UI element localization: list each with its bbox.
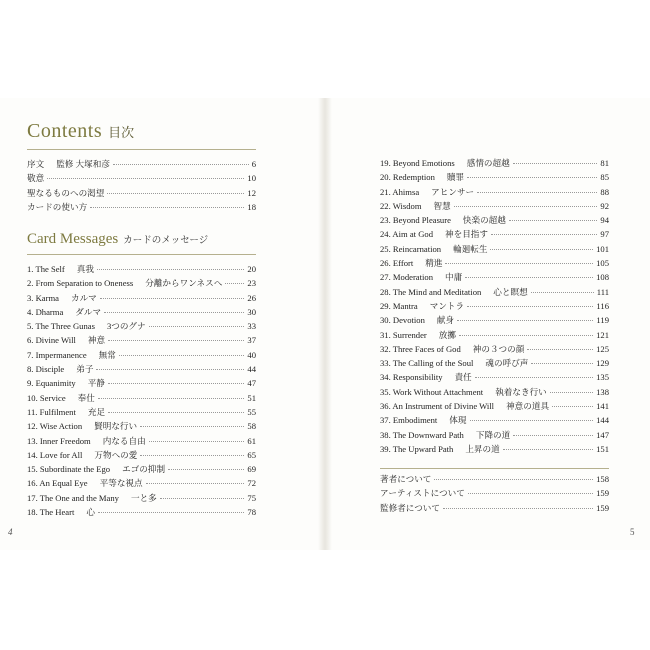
toc-entry-title: 35. Work Without Attachment bbox=[380, 386, 484, 397]
contents-heading-jp: 目次 bbox=[108, 125, 135, 140]
toc-entry-page: 116 bbox=[596, 300, 609, 311]
toc-leader-dots bbox=[550, 392, 593, 393]
toc-entry-title: 25. Reincarnation bbox=[380, 243, 442, 254]
toc-entry-japanese: 一と多 bbox=[130, 492, 157, 503]
toc-entry-title: 34. Responsibility bbox=[380, 372, 443, 383]
toc-entry-title: 2. From Separation to Oneness bbox=[27, 278, 134, 289]
toc-entry-title: 21. Ahimsa bbox=[380, 186, 420, 197]
toc-leader-dots bbox=[97, 269, 244, 270]
toc-entry-title: 監修者について bbox=[380, 502, 440, 513]
toc-entry-page: 94 bbox=[600, 215, 609, 226]
toc-entry-title: 10. Service bbox=[27, 392, 66, 403]
toc-leader-dots bbox=[468, 493, 593, 494]
toc-entry-title: 7. Impermanence bbox=[27, 349, 87, 360]
toc-entry-page: 144 bbox=[596, 415, 609, 426]
toc-leader-dots bbox=[225, 283, 244, 284]
toc-leader-dots bbox=[107, 193, 244, 194]
toc-entry bbox=[380, 256, 609, 270]
toc-entry-title: 23. Beyond Pleasure bbox=[380, 215, 451, 226]
toc-leader-dots bbox=[443, 508, 593, 509]
toc-entry bbox=[380, 213, 609, 227]
toc-entry bbox=[380, 385, 609, 399]
toc-entry-page: 10 bbox=[247, 173, 256, 184]
toc-entry bbox=[380, 472, 609, 486]
toc-entry-page: 75 bbox=[247, 492, 256, 503]
toc-entry-title: 17. The One and the Many bbox=[27, 492, 119, 503]
toc-entry-title: 5. The Three Gunas bbox=[27, 321, 95, 332]
toc-entry-page: 159 bbox=[596, 488, 609, 499]
toc-entry-japanese: カルマ bbox=[70, 292, 97, 303]
toc-entry-title: 22. Wisdom bbox=[380, 200, 422, 211]
toc-entry bbox=[27, 291, 256, 305]
toc-entry-title: 13. Inner Freedom bbox=[27, 435, 91, 446]
toc-entry bbox=[380, 242, 609, 256]
toc-entry bbox=[27, 462, 256, 476]
card-messages-heading-jp: カードのメッセージ bbox=[123, 236, 209, 246]
page-number-left: 4 bbox=[8, 527, 13, 537]
toc-entry-title: 19. Beyond Emotions bbox=[380, 158, 455, 168]
toc-entry bbox=[380, 185, 609, 199]
toc-entry-japanese: 心と瞑想 bbox=[493, 286, 528, 297]
card-messages-heading bbox=[27, 231, 208, 248]
toc-entry bbox=[27, 348, 256, 362]
back-matter-rule bbox=[380, 468, 609, 469]
toc-entry-japanese: 心 bbox=[86, 507, 95, 518]
toc-leader-dots bbox=[503, 449, 593, 450]
card-messages-heading-en: Card Messages bbox=[27, 231, 119, 247]
toc-leader-dots bbox=[470, 420, 594, 421]
toc-entry-page: 58 bbox=[247, 421, 256, 432]
toc-entry-japanese: 分離からワンネスへ bbox=[145, 278, 223, 289]
toc-entry-japanese: 智慧 bbox=[433, 200, 451, 211]
toc-entry-page: 23 bbox=[247, 278, 256, 289]
toc-entry-japanese: 放擲 bbox=[438, 329, 456, 340]
toc-entry-japanese: 充足 bbox=[87, 406, 106, 417]
toc-leader-dots bbox=[146, 483, 245, 484]
toc-entry-japanese: ダルマ bbox=[75, 306, 102, 317]
toc-entry-page: 65 bbox=[247, 449, 256, 460]
toc-leader-dots bbox=[149, 441, 245, 442]
toc-entry-page: 158 bbox=[596, 474, 609, 484]
toc-entry-title: 39. The Upward Path bbox=[380, 443, 454, 454]
toc-entry-page: 135 bbox=[596, 372, 609, 383]
right-page bbox=[328, 98, 650, 550]
toc-entry bbox=[380, 285, 609, 299]
toc-entry-page: 159 bbox=[596, 502, 609, 513]
toc-leader-dots bbox=[527, 349, 593, 350]
toc-entry-japanese: 賢明な行い bbox=[94, 421, 138, 432]
toc-entry-page: 92 bbox=[600, 200, 609, 211]
toc-entry-japanese: 奉仕 bbox=[77, 392, 95, 403]
toc-entry bbox=[380, 227, 609, 241]
toc-entry-japanese: 精進 bbox=[425, 258, 443, 269]
toc-entry bbox=[27, 262, 256, 276]
toc-entry-title: 4. Dharma bbox=[27, 306, 64, 317]
toc-leader-dots bbox=[98, 398, 245, 399]
toc-leader-dots bbox=[467, 306, 593, 307]
toc-leader-dots bbox=[160, 498, 245, 499]
toc-entry bbox=[380, 356, 609, 370]
toc-entry-title: 15. Subordinate the Ego bbox=[27, 464, 111, 475]
back-matter-list bbox=[380, 472, 609, 515]
toc-entry-japanese: マントラ bbox=[429, 300, 465, 311]
toc-entry bbox=[27, 505, 256, 519]
toc-entry-title: 3. Karma bbox=[27, 292, 59, 303]
toc-entry-japanese: 神意 bbox=[87, 335, 106, 346]
toc-leader-dots bbox=[108, 383, 245, 384]
toc-entry-title: 31. Surrender bbox=[380, 329, 427, 340]
toc-leader-dots bbox=[434, 479, 593, 480]
toc-leader-dots bbox=[477, 192, 597, 193]
toc-entry-title: 30. Devotion bbox=[380, 315, 425, 326]
toc-entry-japanese: アヒンサー bbox=[431, 186, 475, 197]
toc-entry bbox=[27, 186, 256, 200]
toc-entry-title: 聖なるものへの渇望 bbox=[27, 187, 105, 198]
toc-entry-title: 38. The Downward Path bbox=[380, 429, 464, 440]
toc-leader-dots bbox=[475, 377, 593, 378]
toc-entry-japanese: 平等な視点 bbox=[99, 478, 143, 489]
toc-entry-title: 33. The Calling of the Soul bbox=[380, 358, 474, 369]
toc-entry bbox=[380, 313, 609, 327]
toc-entry-page: 78 bbox=[247, 507, 256, 518]
toc-entry bbox=[27, 476, 256, 490]
toc-leader-dots bbox=[140, 426, 244, 427]
toc-entry-japanese: 輪廻転生 bbox=[453, 243, 488, 254]
toc-entry-page: 81 bbox=[600, 158, 609, 168]
toc-entry-japanese: 平静 bbox=[87, 378, 105, 389]
toc-entry-japanese: 万物への愛 bbox=[94, 449, 138, 460]
card-list-right bbox=[380, 156, 609, 456]
toc-leader-dots bbox=[531, 363, 593, 364]
toc-entry-title: 著者について bbox=[380, 474, 432, 484]
toc-entry-title: 敬意 bbox=[27, 173, 45, 184]
toc-entry-title: アーティストについて bbox=[380, 488, 465, 499]
toc-entry-japanese: 献身 bbox=[436, 315, 455, 326]
toc-entry bbox=[27, 333, 256, 347]
toc-entry bbox=[380, 428, 609, 442]
contents-heading bbox=[27, 120, 134, 143]
toc-entry-japanese: 3つのグナ bbox=[106, 321, 146, 332]
toc-entry-title: 12. Wise Action bbox=[27, 421, 83, 432]
toc-entry-title: 29. Mantra bbox=[380, 300, 418, 311]
toc-entry-page: 105 bbox=[596, 258, 609, 269]
toc-entry-page: 147 bbox=[596, 429, 609, 440]
toc-entry-page: 55 bbox=[247, 406, 256, 417]
toc-entry-japanese: 神を目指す bbox=[445, 229, 488, 240]
toc-entry-title: 序文 bbox=[27, 159, 45, 169]
toc-leader-dots bbox=[513, 163, 598, 164]
toc-leader-dots bbox=[445, 263, 593, 264]
toc-entry-page: 111 bbox=[596, 286, 609, 297]
toc-entry-japanese: 体現 bbox=[449, 415, 467, 426]
toc-leader-dots bbox=[490, 249, 593, 250]
toc-leader-dots bbox=[491, 234, 597, 235]
toc-entry-page: 6 bbox=[251, 159, 256, 169]
toc-leader-dots bbox=[108, 340, 244, 341]
toc-entry-page: 151 bbox=[596, 443, 609, 454]
toc-entry-japanese: 弟子 bbox=[76, 364, 94, 375]
toc-entry-page: 119 bbox=[596, 315, 609, 326]
toc-entry-page: 44 bbox=[247, 364, 256, 375]
toc-leader-dots bbox=[119, 355, 245, 356]
toc-entry-title: 1. The Self bbox=[27, 264, 65, 274]
toc-leader-dots bbox=[90, 207, 244, 208]
toc-entry-title: 26. Effort bbox=[380, 258, 414, 269]
toc-entry-japanese: 神意の道具 bbox=[506, 401, 550, 412]
toc-leader-dots bbox=[513, 435, 593, 436]
toc-leader-dots bbox=[465, 277, 593, 278]
toc-entry bbox=[27, 491, 256, 505]
toc-entry-title: 14. Love for All bbox=[27, 449, 83, 460]
toc-leader-dots bbox=[459, 335, 593, 336]
toc-entry bbox=[380, 156, 609, 170]
toc-entry-page: 129 bbox=[596, 358, 609, 369]
toc-entry bbox=[380, 501, 609, 515]
toc-leader-dots bbox=[149, 326, 245, 327]
toc-entry-page: 85 bbox=[600, 172, 609, 183]
toc-leader-dots bbox=[47, 178, 244, 179]
toc-entry-page: 125 bbox=[596, 343, 609, 354]
toc-leader-dots bbox=[454, 206, 598, 207]
toc-entry-title: 6. Divine Will bbox=[27, 335, 76, 346]
toc-entry-page: 47 bbox=[247, 378, 256, 389]
toc-entry-japanese: 下降の道 bbox=[475, 429, 511, 440]
toc-entry-japanese: 贖罪 bbox=[446, 172, 465, 183]
toc-entry-japanese: エゴの抑制 bbox=[122, 464, 166, 475]
toc-leader-dots bbox=[168, 469, 244, 470]
toc-entry-page: 141 bbox=[596, 401, 609, 412]
toc-entry bbox=[27, 419, 256, 433]
toc-leader-dots bbox=[552, 406, 593, 407]
toc-entry-page: 101 bbox=[596, 243, 609, 254]
toc-entry-japanese: 内なる自由 bbox=[102, 435, 146, 446]
toc-entry-japanese: 上昇の道 bbox=[465, 443, 500, 454]
toc-entry bbox=[27, 276, 256, 290]
toc-entry-japanese: 真我 bbox=[76, 264, 94, 274]
toc-entry bbox=[27, 157, 256, 171]
toc-entry-title: 20. Redemption bbox=[380, 172, 435, 183]
toc-entry bbox=[380, 299, 609, 313]
toc-entry-japanese: 執着なき行い bbox=[495, 386, 547, 397]
toc-entry-japanese: 監修 大塚和彦 bbox=[56, 159, 110, 169]
toc-entry bbox=[27, 319, 256, 333]
contents-rule bbox=[27, 149, 256, 150]
toc-entry-title: 11. Fulfilment bbox=[27, 406, 76, 417]
toc-entry bbox=[27, 405, 256, 419]
toc-entry-title: 32. Three Faces of God bbox=[380, 343, 461, 354]
toc-entry-page: 26 bbox=[247, 292, 256, 303]
toc-entry-japanese: 神の３つの顔 bbox=[472, 343, 525, 354]
toc-entry-page: 12 bbox=[247, 187, 256, 198]
page-number-right: 5 bbox=[630, 527, 635, 537]
toc-entry bbox=[380, 370, 609, 384]
toc-entry-page: 138 bbox=[596, 386, 609, 397]
toc-leader-dots bbox=[467, 177, 597, 178]
toc-entry bbox=[27, 434, 256, 448]
toc-entry-title: 8. Disciple bbox=[27, 364, 65, 375]
toc-entry bbox=[27, 362, 256, 376]
toc-entry-page: 108 bbox=[596, 272, 609, 283]
toc-leader-dots bbox=[100, 298, 245, 299]
toc-leader-dots bbox=[531, 292, 594, 293]
toc-entry-title: 16. An Equal Eye bbox=[27, 478, 88, 489]
toc-entry-title: 9. Equanimity bbox=[27, 378, 76, 389]
toc-entry-page: 18 bbox=[247, 201, 256, 212]
toc-entry-page: 37 bbox=[247, 335, 256, 346]
toc-leader-dots bbox=[96, 369, 244, 370]
toc-entry-page: 88 bbox=[600, 186, 609, 197]
toc-entry bbox=[27, 200, 256, 214]
toc-entry-title: カードの使い方 bbox=[27, 201, 88, 212]
toc-entry-japanese: 快楽の超越 bbox=[462, 215, 506, 226]
toc-leader-dots bbox=[140, 455, 244, 456]
toc-entry bbox=[380, 328, 609, 342]
toc-entry bbox=[27, 171, 256, 185]
toc-leader-dots bbox=[457, 320, 593, 321]
card-messages-rule bbox=[27, 254, 256, 255]
toc-entry-title: 37. Embodiment bbox=[380, 415, 438, 426]
toc-entry bbox=[380, 342, 609, 356]
toc-entry bbox=[27, 376, 256, 390]
toc-entry bbox=[380, 199, 609, 213]
toc-entry-page: 61 bbox=[247, 435, 256, 446]
toc-entry-japanese: 魂の呼び声 bbox=[485, 358, 529, 369]
toc-entry-page: 20 bbox=[247, 264, 256, 274]
toc-entry bbox=[27, 391, 256, 405]
toc-entry-title: 36. An Instrument of Divine Will bbox=[380, 401, 495, 412]
toc-entry-page: 69 bbox=[247, 464, 256, 475]
toc-entry-page: 40 bbox=[247, 349, 256, 360]
toc-entry-page: 97 bbox=[600, 229, 609, 240]
toc-leader-dots bbox=[509, 220, 598, 221]
toc-entry-japanese: 中庸 bbox=[445, 272, 463, 283]
toc-entry-page: 30 bbox=[247, 306, 256, 317]
front-matter-list bbox=[27, 157, 256, 214]
left-page bbox=[0, 98, 322, 550]
toc-leader-dots bbox=[113, 164, 249, 165]
toc-entry bbox=[380, 170, 609, 184]
toc-entry bbox=[380, 442, 609, 456]
card-list-left bbox=[27, 262, 256, 519]
toc-entry bbox=[27, 448, 256, 462]
toc-entry-japanese: 無常 bbox=[98, 349, 116, 360]
toc-entry bbox=[380, 486, 609, 500]
toc-entry-page: 51 bbox=[247, 392, 256, 403]
toc-entry bbox=[380, 270, 609, 284]
toc-leader-dots bbox=[104, 312, 244, 313]
toc-leader-dots bbox=[108, 412, 244, 413]
toc-entry-title: 27. Moderation bbox=[380, 272, 433, 283]
toc-entry-page: 72 bbox=[247, 478, 256, 489]
toc-entry-title: 24. Aim at God bbox=[380, 229, 433, 240]
toc-entry-japanese: 感情の超越 bbox=[466, 158, 510, 168]
contents-heading-en: Contents bbox=[27, 120, 103, 142]
toc-entry bbox=[380, 399, 609, 413]
toc-entry bbox=[27, 305, 256, 319]
toc-entry-page: 33 bbox=[247, 321, 256, 332]
toc-entry-page: 121 bbox=[596, 329, 609, 340]
toc-entry bbox=[380, 413, 609, 427]
toc-entry-japanese: 責任 bbox=[454, 372, 472, 383]
toc-entry-title: 28. The Mind and Meditation bbox=[380, 286, 482, 297]
toc-leader-dots bbox=[98, 512, 244, 513]
toc-entry-title: 18. The Heart bbox=[27, 507, 75, 518]
